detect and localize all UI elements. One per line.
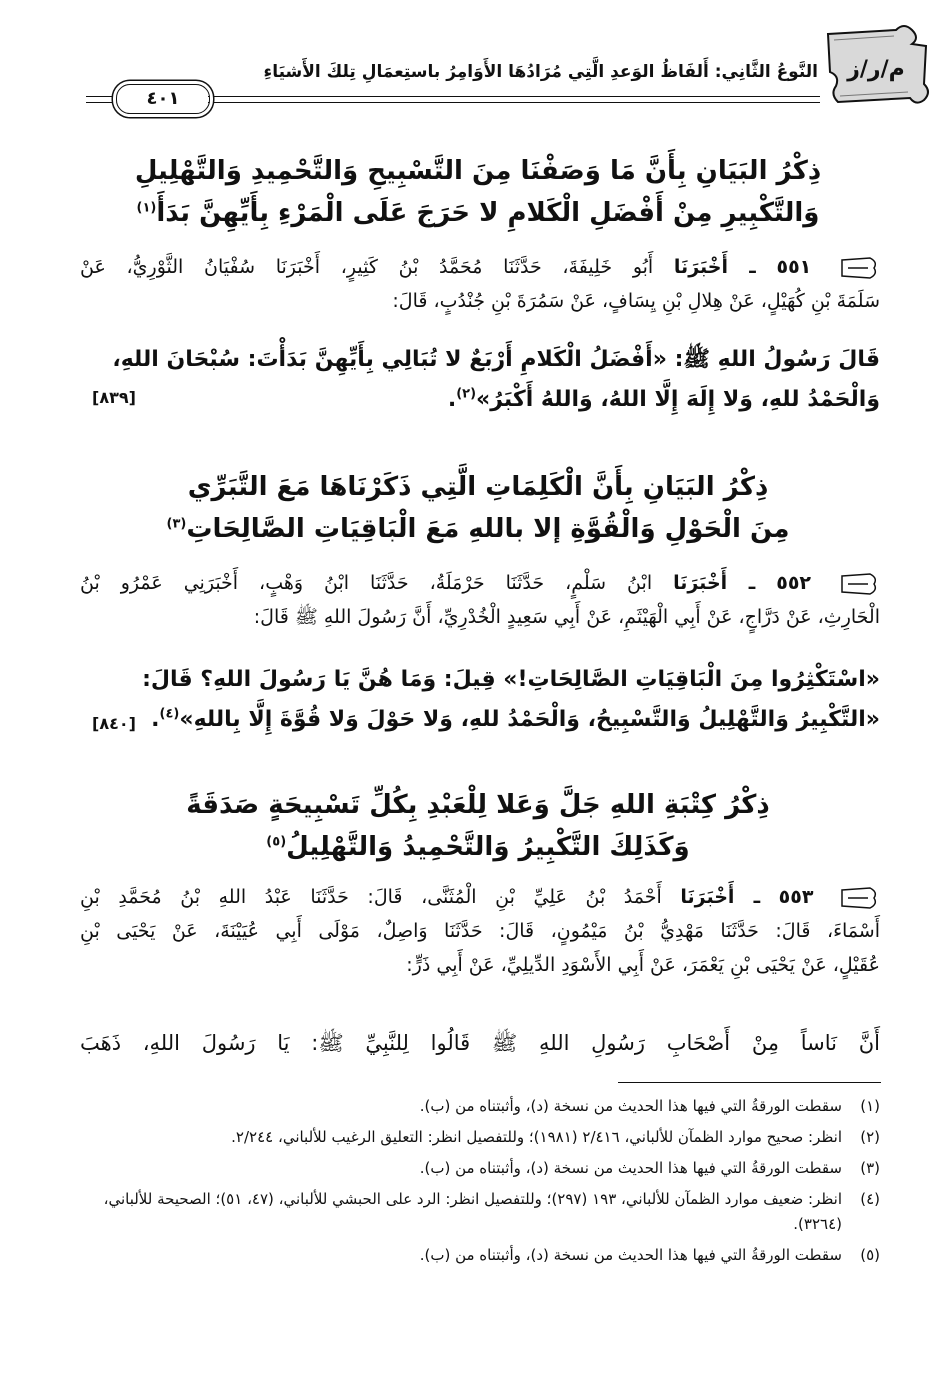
footnote-item — [70, 1094, 880, 1119]
matn-line: وَالْحَمْدُ للهِ، وَلا إِلَهَ إِلَّا اللهُ، وَاللهُ أَكْبَرُ»$^{(٢)}$. — [447, 386, 880, 412]
footnote-number: (٤) — [860, 1190, 880, 1208]
footnote-text: سقطت الورقةُ التي فيها هذا الحديث من نسخة (د)، وأثبتناه من (ب). — [419, 1159, 842, 1177]
footnote-item — [70, 1187, 880, 1237]
hadith-reference: [٨٣٩] — [92, 388, 136, 407]
chapter-emblem-icon — [818, 22, 933, 110]
hadith-matn-552 — [80, 660, 880, 740]
section-heading-1 — [78, 150, 878, 234]
isnad-text: أَبُو خَلِيفَةَ، حَدَّثَنَا مُحَمَّدُ بْنُ كَثِيرٍ، أَخْبَرَنَا سُفْيَانُ الثَّوْرِيُّ، عَنْ — [80, 256, 654, 278]
heading-line: ذِكْرُ البَيَانِ بِأَنَّ مَا وَصَفْنَا مِنَ التَّسْبِيحِ وَالتَّحْمِيدِ وَالتَّهْلِيلِ — [134, 156, 822, 186]
heading-line-text: وَالتَّكْبِيرِ مِنْ أَفْضَلِ الْكَلامِ لا حَرَجَ عَلَى الْمَرْءِ بِأَيِّهِنَّ بَدَأَ — [156, 198, 820, 228]
footnotes — [70, 1094, 880, 1274]
matn-line: «اسْتَكْثِرُوا مِنَ الْبَاقِيَاتِ الصَّالِحَاتِ!» قِيلَ: وَمَا هُنَّ يَا رَسُولَ اللهِ؟ قَالَ: — [142, 667, 880, 692]
footnote-separator — [618, 1082, 881, 1083]
footnote-item — [70, 1243, 880, 1268]
footnote-text: انظر: ضعيف موارد الظمآن للألباني، ١٩٣ (٢٩٧)؛ وللتفصيل انظر: الرد على الحبشي للألباني، (٤٧، ٥١)؛ الصحيحة للألباني، (٣٢٦٤). — [103, 1190, 842, 1233]
footnote-number: (١) — [860, 1097, 880, 1115]
emblem-text: م/ر/ز — [847, 57, 905, 82]
hadith-isnad-552 — [80, 566, 880, 634]
matn-line-text: «التَّكْبِيرُ وَالتَّهْلِيلُ وَالتَّسْبِيحُ، وَالْحَمْدُ للهِ، وَلا حَوْلَ وَلا قُوَّةَ إِلَّا بِاللهِ» — [179, 707, 880, 732]
footnote-ref: (٣) — [166, 516, 187, 532]
akhbarana-text: أَخْبَرَنَا — [673, 256, 728, 278]
heading-line — [78, 826, 878, 868]
footnote-number: (٣) — [860, 1159, 880, 1177]
heading-line: ذِكْرُ كِتْبَةِ اللهِ جَلَّ وَعَلا لِلْعَبْدِ بِكُلِّ تَسْبِيحَةٍ صَدَقَةً — [186, 790, 770, 820]
matn-line: أَنَّ نَاساً مِنْ أَصْحَابِ رَسُولِ اللهِ ﷺ قَالُوا لِلنَّبِيِّ ﷺ: يَا رَسُولَ اللهِ، ذَهَبَ — [80, 1031, 880, 1055]
matn-line-text: وَالْحَمْدُ للهِ، وَلا إِلَهَ إِلَّا اللهُ، وَاللهُ أَكْبَرُ» — [476, 387, 880, 412]
isnad-line: سَلَمَةَ بْنِ كُهَيْلٍ، عَنْ هِلالِ بْنِ يِسَافٍ، عَنْ سَمُرَةَ بْنِ جُنْدُبٍ، قَالَ: — [392, 290, 880, 312]
hadith-marker-icon — [840, 886, 880, 910]
hadith-marker-icon — [840, 256, 880, 280]
footnote-text: انظر: صحيح موارد الظمآن للألباني، ٢/٤١٦ (١٩٨١)؛ وللتفصيل انظر: التعليق الرغيب للألباني، ٢/٢٤٤. — [231, 1128, 842, 1146]
isnad-line: عُقَيْلٍ، عَنْ يَحْيَى بْنِ يَعْمَرَ، عَنْ أَبِي الأَسْوَدِ الدِّيلِيِّ، عَنْ أَبِي ذَرٍّ: — [406, 954, 880, 976]
hadith-isnad-553 — [80, 880, 880, 982]
footnote-item — [70, 1156, 880, 1181]
hadith-number: ٥٥١ — [776, 256, 812, 278]
footnote-number: (٥) — [860, 1246, 880, 1264]
hadith-reference: [٨٤٠] — [92, 714, 136, 733]
page-number: ٤٠١ — [116, 84, 210, 114]
heading-line — [78, 192, 878, 234]
section-heading-3 — [78, 784, 878, 868]
heading-line — [78, 508, 878, 550]
section-heading-2 — [78, 466, 878, 550]
header-rule-left — [86, 96, 116, 97]
akhbarana-label: ـ أَخْبَرَنَا — [680, 886, 761, 908]
footnote-ref: (٤) — [159, 706, 180, 722]
header-rule-left-2 — [86, 102, 116, 103]
footnote-ref: (٢) — [456, 386, 477, 402]
isnad-text: ابْنُ سَلْمٍ، حَدَّثَنَا حَرْمَلَةُ، حَدَّثَنَا ابْنُ وَهْبٍ، أَخْبَرَنِي عَمْرُو بْنُ — [80, 572, 653, 594]
isnad-line — [80, 566, 880, 600]
footnote-ref: (٥) — [266, 834, 287, 850]
isnad-text: أَحْمَدُ بْنُ عَلِيِّ بْنِ الْمُثَنَّى، قَالَ: حَدَّثَنَا عَبْدُ اللهِ بْنُ مُحَمَّدِ بْنِ — [80, 886, 662, 908]
matn-line: قَالَ رَسُولُ اللهِ ﷺ: «أَفْضَلُ الْكَلامِ أَرْبَعٌ لا تُبَالِي بِأَيِّهِنَّ بَدَأْتَ: سُبْحَانَ اللهِ، — [112, 347, 880, 372]
footnote-text: سقطت الورقةُ التي فيها هذا الحديث من نسخة (د)، وأثبتناه من (ب). — [419, 1246, 842, 1264]
running-header-title: النَّوعُ الثَّانِي: أَلفَاظُ الوَعدِ الَّتِي مُرَادُهَا الأَوَامِرُ باستِعمَالِ تِلكَ الأَشيَاءِ — [263, 62, 818, 82]
hadith-marker-icon — [840, 572, 880, 596]
heading-line: ذِكْرُ البَيَانِ بِأَنَّ الْكَلِمَاتِ الَّتِي ذَكَرْنَاهَا مَعَ التَّبَرِّي — [187, 472, 769, 502]
hadith-number: ٥٥٢ — [776, 572, 812, 594]
footnote-number: (٢) — [860, 1128, 880, 1146]
matn-line: «التَّكْبِيرُ وَالتَّهْلِيلُ وَالتَّسْبِيحُ، وَالْحَمْدُ للهِ، وَلا حَوْلَ وَلا قُوَّةَ إِلَّا بِاللهِ»$^{(٤)}$. — [151, 706, 880, 732]
hadith-matn-553 — [80, 1026, 880, 1060]
hadith-matn-551 — [80, 340, 880, 420]
akhbarana-label: ـ أَخْبَرَنَا — [673, 256, 756, 278]
isnad-line — [80, 250, 880, 284]
isnad-line: الْحَارِثِ، عَنْ دَرَّاجٍ، عَنْ أَبِي الْهَيْثَمِ، عَنْ أَبِي سَعِيدٍ الْخُدْرِيِّ، أَنَّ رَسُولَ اللهِ ﷺ قَالَ: — [253, 606, 880, 628]
hadith-isnad-551 — [80, 250, 880, 318]
hadith-number: ٥٥٣ — [778, 886, 814, 908]
footnote-ref: (١) — [136, 200, 157, 216]
footnote-text: سقطت الورقةُ التي فيها هذا الحديث من نسخة (د)، وأثبتناه من (ب). — [419, 1097, 842, 1115]
footnote-item — [70, 1125, 880, 1150]
heading-line-text: وَكَذَلِكَ التَّكْبِيرُ وَالتَّحْمِيدُ وَالتَّهْلِيلُ — [286, 832, 690, 862]
heading-line-text: مِنَ الْحَوْلِ وَالْقُوَّةِ إلا باللهِ مَعَ الْبَاقِيَاتِ الصَّالِحَاتِ — [186, 514, 790, 544]
header-rule-right-2 — [208, 102, 820, 103]
akhbarana-text: أَخْبَرَنَا — [680, 886, 735, 908]
header-rule-right — [208, 96, 820, 97]
akhbarana-text: أَخْبَرَنَا — [673, 572, 728, 594]
isnad-line: أَسْمَاءَ، قَالَ: حَدَّثَنَا مَهْدِيُّ بْنُ مَيْمُونٍ، قَالَ: حَدَّثَنَا وَاصِلٌ، مَوْلَى أَبِي عُيَيْنَةَ، عَنْ يَحْيَى بْنِ — [80, 920, 880, 942]
isnad-line — [80, 880, 880, 914]
akhbarana-label: ـ أَخْبَرَنَا — [673, 572, 756, 594]
